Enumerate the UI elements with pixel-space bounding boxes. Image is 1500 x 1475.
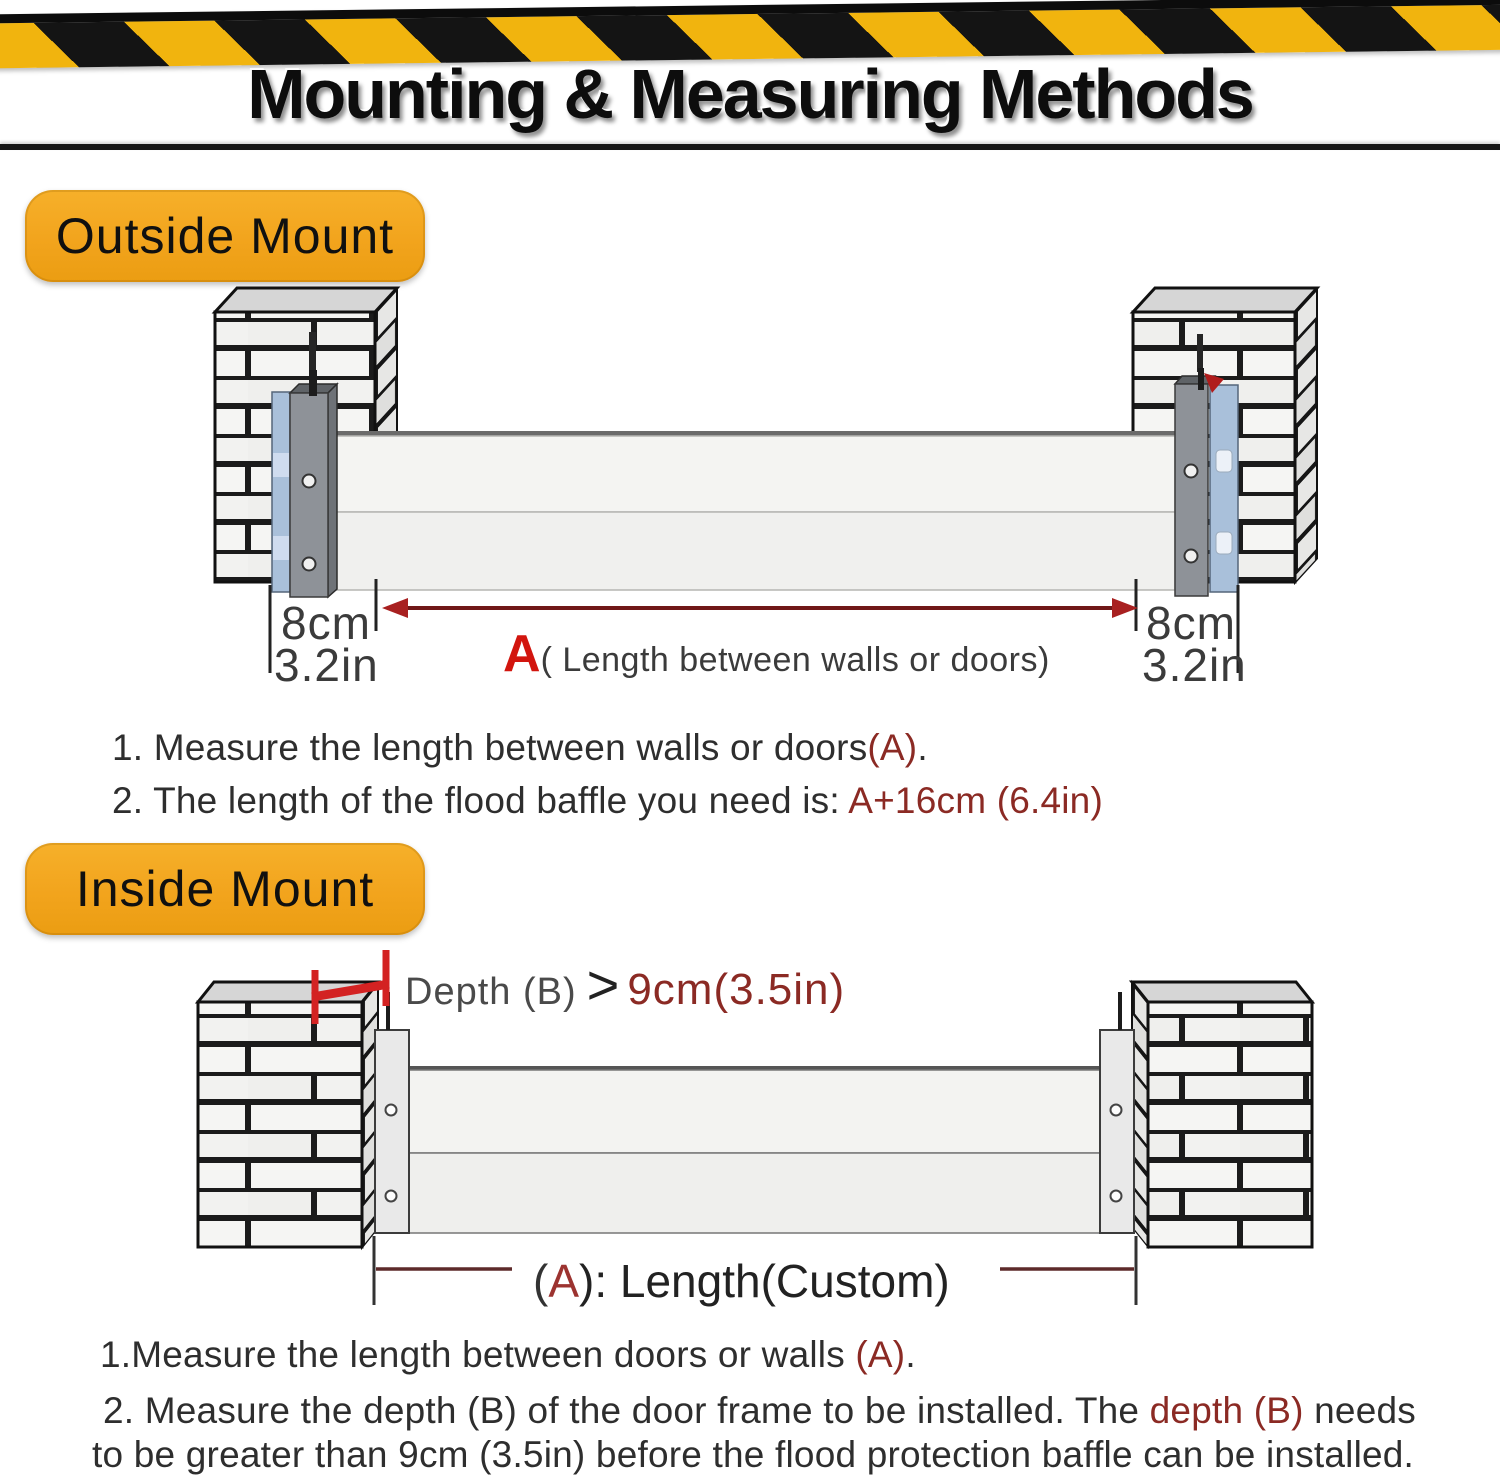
outside-step-1-highlight: (A) [867, 727, 918, 768]
inside-left-brick-pillar [198, 982, 378, 1248]
inside-step-1 [100, 1334, 916, 1376]
depth-label-text: Depth (B) [405, 971, 577, 1013]
inside-flood-barrier-panels [409, 1066, 1102, 1233]
span-length-label [503, 624, 1050, 684]
length-letter: A [548, 1255, 580, 1307]
inside-step-2-highlight: depth (B) [1149, 1390, 1304, 1431]
inside-step-1-highlight: (A) [855, 1334, 906, 1375]
inside-right-mounting-channel [1100, 992, 1134, 1233]
inside-mount-badge-label: Inside Mount [75, 861, 375, 917]
span-length-caption: ( Length between walls or doors) [540, 641, 1050, 679]
flood-barrier-panels [328, 431, 1175, 590]
inside-step-3-text: to be greater than 9cm (3.5in) before the flood protection baffle can be installed. [92, 1434, 1415, 1475]
right-offset-in: 3.2in [1142, 639, 1247, 691]
page-title: Mounting & Measuring Methods [247, 55, 1253, 133]
inside-step-2-text: 2. Measure the depth (B) of the door frame to be installed. The [103, 1390, 1150, 1431]
span-length-letter: A [503, 625, 541, 683]
inside-step-1-end: . [905, 1334, 916, 1375]
depth-label [405, 952, 845, 1017]
depth-value: 9cm(3.5in) [627, 965, 846, 1014]
outside-step-2 [112, 780, 1103, 822]
outside-step-2-highlight: A+16cm (6.4in) [848, 780, 1103, 821]
left-mounting-channel [290, 370, 337, 597]
inside-step-1-text: 1.Measure the length between doors or walls [100, 1334, 856, 1375]
outside-mount-badge-label: Outside Mount [55, 208, 395, 264]
inside-right-brick-pillar [1132, 982, 1312, 1247]
inside-step-2-end: needs [1303, 1390, 1416, 1431]
left-seal-strip [272, 392, 290, 592]
right-offset-cm: 8cm [1146, 597, 1236, 649]
length-open-paren: ( [533, 1255, 549, 1307]
outside-step-1-end: . [917, 727, 928, 768]
outside-step-2-text: 2. The length of the flood baffle you need is: [112, 780, 849, 821]
inside-step-2 [103, 1390, 1416, 1432]
greater-than-symbol: > [586, 953, 620, 1016]
left-offset-cm: 8cm [281, 597, 371, 649]
outside-step-1 [112, 727, 928, 769]
right-seal-strip [1210, 385, 1238, 592]
inside-step-3 [92, 1434, 1414, 1475]
length-custom-label [533, 1254, 950, 1308]
length-rest: ): Length(Custom) [579, 1255, 950, 1307]
left-offset-in: 3.2in [274, 639, 379, 691]
inside-left-mounting-channel [375, 992, 409, 1233]
outside-step-1-text: 1. Measure the length between walls or doors [112, 727, 868, 768]
